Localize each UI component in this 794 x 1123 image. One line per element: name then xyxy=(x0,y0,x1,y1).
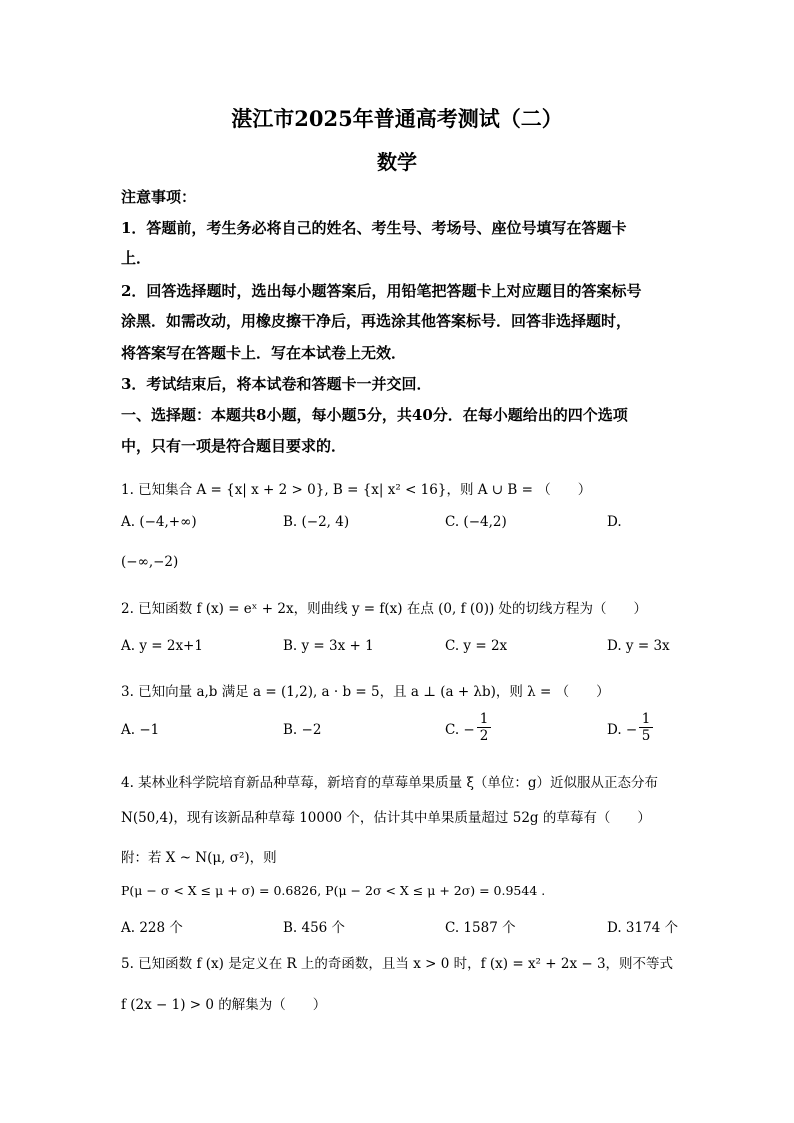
subject-title: 数学 xyxy=(377,150,417,174)
q4-option-b: B. 456 个 xyxy=(283,920,346,936)
q4-option-a: A. 228 个 xyxy=(121,920,183,936)
q4-option-d: D. 3174 个 xyxy=(607,920,679,936)
page-title: 湛江市2025年普通高考测试（二） xyxy=(231,106,563,131)
q4-option-c: C. 1587 个 xyxy=(445,920,516,936)
note-2-line-1: 2．回答选择题时，选出每小题答案后，用铅笔把答题卡上对应题目的答案标号 xyxy=(121,282,642,300)
q2-stem: 2. 已知函数 f (x) = eˣ + 2x，则曲线 y = f(x) 在点 (0, f (0)) 处的切线方程为（ ） xyxy=(121,601,648,617)
q5-stem-line-1: 5. 已知函数 f (x) 是定义在 R 上的奇函数，且当 x > 0 时，f (x) = x² + 2x − 3，则不等式 xyxy=(121,956,674,972)
q1-stem: 1. 已知集合 A = {x| x + 2 > 0}, B = {x| x² < 16}，则 A ∪ B = （ ） xyxy=(121,482,592,498)
q1-option-c: C. (−4,2) xyxy=(445,514,507,530)
note-2-line-2: 涂黑．如需改动，用橡皮擦干净后，再选涂其他答案标号．回答非选择题时， xyxy=(121,312,632,330)
q1-option-a: A. (−4,+∞) xyxy=(121,514,197,530)
q2-option-b: B. y = 3x + 1 xyxy=(283,638,374,654)
q3-option-c-fraction xyxy=(477,711,491,744)
q2-option-d: D. y = 3x xyxy=(607,638,670,654)
q3-d-numerator: 1 xyxy=(639,711,653,728)
note-3: 3．考试结束后，将本试卷和答题卡一并交回． xyxy=(121,375,432,393)
q4-stem-line-2: N(50,4)，现有该新品种草莓 10000 个，估计其中单果质量超过 52g 的草莓有（ ） xyxy=(121,810,651,826)
q3-option-d-fraction xyxy=(639,711,653,744)
q5-stem-line-2: f (2x − 1) > 0 的解集为（ ） xyxy=(121,997,327,1013)
q3-c-numerator: 1 xyxy=(477,711,491,728)
notes-header: 注意事项： xyxy=(121,188,197,206)
q1-option-d-value: (−∞,−2) xyxy=(121,554,179,570)
q3-option-b: B. −2 xyxy=(283,722,322,738)
q3-d-denominator: 5 xyxy=(641,728,651,744)
note-2-line-3: 将答案写在答题卡上．写在本试卷上无效． xyxy=(121,344,407,362)
q2-option-c: C. y = 2x xyxy=(445,638,508,654)
section-heading-line-1: 一、选择题：本题共8小题，每小题5分，共40分．在每小题给出的四个选项 xyxy=(121,406,628,424)
q3-stem: 3. 已知向量 a,b 满足 a = (1,2), a · b = 5，且 a ⊥ (a + λb)，则 λ = （ ） xyxy=(121,684,610,700)
q4-stem-line-1: 4. 某林业科学院培育新品种草莓，新培育的草莓单果质量 ξ（单位：g）近似服从正态分布 xyxy=(121,775,659,791)
q2-option-a: A. y = 2x+1 xyxy=(121,638,203,654)
q3-c-denominator: 2 xyxy=(479,728,489,744)
q3-option-c: C. − xyxy=(445,722,475,738)
note-1-line-1: 1．答题前，考生务必将自己的姓名、考生号、考场号、座位号填写在答题卡 xyxy=(121,219,627,237)
q4-note: 附：若 X ~ N(μ, σ²)，则 xyxy=(121,850,277,866)
section-heading-line-2: 中，只有一项是符合题目要求的． xyxy=(121,437,347,455)
q3-option-d: D. − xyxy=(607,722,638,738)
note-1-line-2: 上． xyxy=(121,249,152,267)
q1-option-d: D. xyxy=(607,514,622,530)
q3-option-a: A. −1 xyxy=(121,722,160,738)
q1-option-b: B. (−2, 4) xyxy=(283,514,350,530)
q4-formula: P(μ − σ < X ≤ μ + σ) = 0.6826, P(μ − 2σ < X ≤ μ + 2σ) = 0.9544 . xyxy=(121,883,546,898)
